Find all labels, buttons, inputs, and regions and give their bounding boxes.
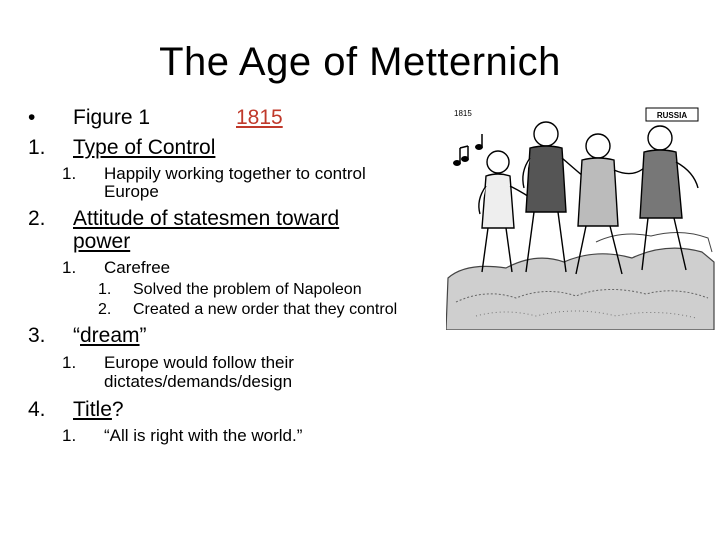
item-heading: “dream” (73, 324, 147, 347)
item-heading: Type of Control (73, 136, 216, 159)
subsubitem-number: 2. (98, 301, 112, 318)
subitem-text: Carefree (104, 258, 171, 277)
subsubitem-number: 1. (98, 281, 112, 298)
europe-map (446, 248, 714, 330)
figure-year-label: 1815 (454, 109, 472, 118)
subitem-text-continued: dictates/demands/design (104, 372, 293, 391)
subitem-number: 1. (62, 164, 77, 183)
subitem-text-continued: Europe (104, 182, 159, 201)
item-heading: Attitude of statesmen toward (73, 207, 340, 230)
item-heading-continued: power (73, 230, 131, 253)
item-number: 3. (28, 324, 46, 347)
slide-title: The Age of Metternich (159, 40, 561, 84)
item-number: 1. (28, 136, 46, 159)
figure-label: Figure 1 (73, 106, 151, 129)
dancing-statesman (576, 134, 644, 274)
cartoon-figure (446, 102, 716, 330)
item-number: 2. (28, 207, 46, 230)
music-notes-icon (454, 134, 483, 166)
russia-banner-label: RUSSIA (656, 111, 688, 120)
item-heading: Title? (73, 398, 124, 421)
subitem-number: 1. (62, 353, 77, 372)
subitem-text: “All is right with the world.” (104, 426, 303, 445)
subitem-text: Europe would follow their (104, 353, 294, 372)
subitem-number: 1. (62, 258, 77, 277)
subsubitem-text: Created a new order that they control (133, 301, 398, 318)
figure-year: 1815 (236, 106, 283, 129)
item-number: 4. (28, 398, 46, 421)
subitem-text: Happily working together to control (104, 164, 366, 183)
subitem-number: 1. (62, 426, 77, 445)
bullet-marker: • (28, 106, 36, 129)
subsubitem-text: Solved the problem of Napoleon (133, 281, 362, 298)
